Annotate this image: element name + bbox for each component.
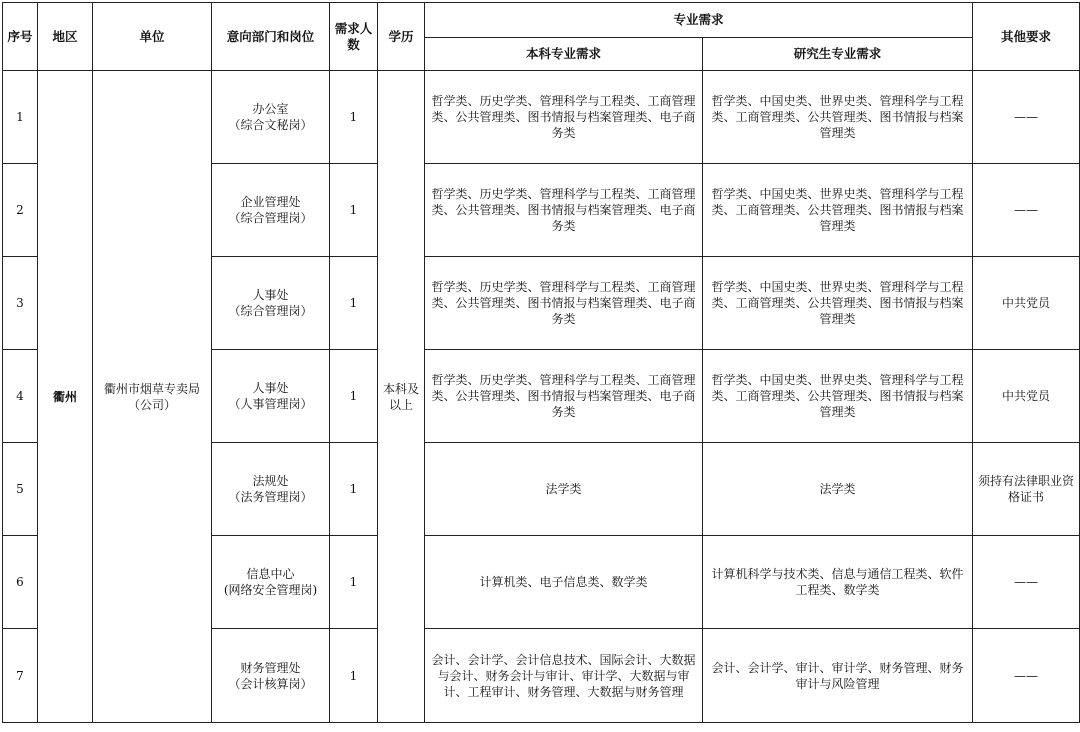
cell-graduate: 哲学类、中国史类、世界史类、管理科学与工程类、工商管理类、公共管理类、图书情报与档案管理类 bbox=[703, 257, 973, 350]
cell-count: 1 bbox=[330, 164, 378, 257]
cell-other: —— bbox=[973, 536, 1080, 629]
cell-other: —— bbox=[973, 164, 1080, 257]
cell-dept-post bbox=[212, 164, 330, 257]
cell-other: —— bbox=[973, 629, 1080, 723]
dept-name: 法规处 bbox=[252, 474, 289, 488]
cell-undergrad: 哲学类、历史学类、管理科学与工程类、工商管理类、公共管理类、图书情报与档案管理类、电子商务类 bbox=[425, 71, 703, 164]
cell-seq: 2 bbox=[3, 164, 38, 257]
header-other: 其他要求 bbox=[973, 3, 1080, 71]
cell-other: —— bbox=[973, 71, 1080, 164]
cell-dept-post bbox=[212, 71, 330, 164]
header-education: 学历 bbox=[378, 3, 425, 71]
header-region: 地区 bbox=[38, 3, 93, 71]
dept-name: 信息中心 bbox=[246, 567, 295, 581]
cell-graduate: 哲学类、中国史类、世界史类、管理科学与工程类、工商管理类、公共管理类、图书情报与档案管理类 bbox=[703, 350, 973, 443]
cell-count: 1 bbox=[330, 536, 378, 629]
cell-seq: 1 bbox=[3, 71, 38, 164]
cell-education: 本科及以上 bbox=[378, 71, 425, 723]
post-name: （会计核算岗） bbox=[228, 676, 313, 691]
cell-dept-post bbox=[212, 257, 330, 350]
cell-undergrad: 哲学类、历史学类、管理科学与工程类、工商管理类、公共管理类、图书情报与档案管理类、电子商务类 bbox=[425, 164, 703, 257]
cell-dept-post bbox=[212, 536, 330, 629]
header-graduate: 研究生专业需求 bbox=[703, 38, 973, 71]
cell-dept-post bbox=[212, 443, 330, 536]
cell-region: 衢州 bbox=[38, 71, 93, 723]
cell-dept-post bbox=[212, 350, 330, 443]
cell-graduate: 会计、会计学、审计、审计学、财务管理、财务审计与风险管理 bbox=[703, 629, 973, 723]
post-name: （综合管理岗） bbox=[228, 211, 313, 225]
cell-seq: 6 bbox=[3, 536, 38, 629]
post-name: (网络安全管理岗) bbox=[223, 583, 318, 597]
table-row bbox=[3, 71, 1080, 164]
header-major-req: 专业需求 bbox=[425, 3, 973, 38]
cell-undergrad: 哲学类、历史学类、管理科学与工程类、工商管理类、公共管理类、图书情报与档案管理类、电子商务类 bbox=[425, 257, 703, 350]
cell-count: 1 bbox=[330, 350, 378, 443]
dept-name: 财务管理处 bbox=[240, 660, 301, 675]
cell-unit: 衢州市烟草专卖局（公司） bbox=[93, 71, 212, 723]
cell-seq: 7 bbox=[3, 629, 38, 723]
header-unit: 单位 bbox=[93, 3, 212, 71]
cell-count: 1 bbox=[330, 629, 378, 723]
header-row-top bbox=[3, 3, 1080, 38]
dept-name: 人事处 bbox=[252, 288, 289, 302]
cell-seq: 4 bbox=[3, 350, 38, 443]
cell-undergrad: 计算机类、电子信息类、数学类 bbox=[425, 536, 703, 629]
post-name: （综合文秘岗） bbox=[228, 118, 313, 132]
cell-undergrad: 会计、会计学、会计信息技术、国际会计、大数据与会计、财务会计与审计、审计学、大数据与审计、工程审计、财务管理、大数据与财务管理 bbox=[425, 629, 703, 723]
post-name: （法务管理岗） bbox=[228, 490, 313, 504]
header-undergrad: 本科专业需求 bbox=[425, 38, 703, 71]
cell-count: 1 bbox=[330, 443, 378, 536]
cell-seq: 5 bbox=[3, 443, 38, 536]
post-name: （综合管理岗） bbox=[228, 304, 313, 318]
cell-graduate: 法学类 bbox=[703, 443, 973, 536]
cell-other: 中共党员 bbox=[973, 257, 1080, 350]
cell-undergrad: 哲学类、历史学类、管理科学与工程类、工商管理类、公共管理类、图书情报与档案管理类、电子商务类 bbox=[425, 350, 703, 443]
recruitment-table bbox=[2, 2, 1080, 723]
cell-graduate: 哲学类、中国史类、世界史类、管理科学与工程类、工商管理类、公共管理类、图书情报与档案管理类 bbox=[703, 164, 973, 257]
dept-name: 企业管理处 bbox=[240, 195, 301, 209]
cell-graduate: 哲学类、中国史类、世界史类、管理科学与工程类、工商管理类、公共管理类、图书情报与档案管理类 bbox=[703, 71, 973, 164]
dept-name: 人事处 bbox=[252, 381, 289, 395]
cell-seq: 3 bbox=[3, 257, 38, 350]
post-name: （人事管理岗） bbox=[228, 397, 313, 411]
dept-name: 办公室 bbox=[252, 102, 289, 116]
cell-count: 1 bbox=[330, 71, 378, 164]
cell-dept-post bbox=[212, 629, 330, 723]
cell-other: 须持有法律职业资格证书 bbox=[973, 443, 1080, 536]
cell-other: 中共党员 bbox=[973, 350, 1080, 443]
header-seq: 序号 bbox=[3, 3, 38, 71]
cell-count: 1 bbox=[330, 257, 378, 350]
cell-undergrad: 法学类 bbox=[425, 443, 703, 536]
cell-graduate: 计算机科学与技术类、信息与通信工程类、软件工程类、数学类 bbox=[703, 536, 973, 629]
header-demand: 需求人数 bbox=[330, 3, 378, 71]
table-body bbox=[3, 71, 1080, 723]
header-dept-post: 意向部门和岗位 bbox=[212, 3, 330, 71]
